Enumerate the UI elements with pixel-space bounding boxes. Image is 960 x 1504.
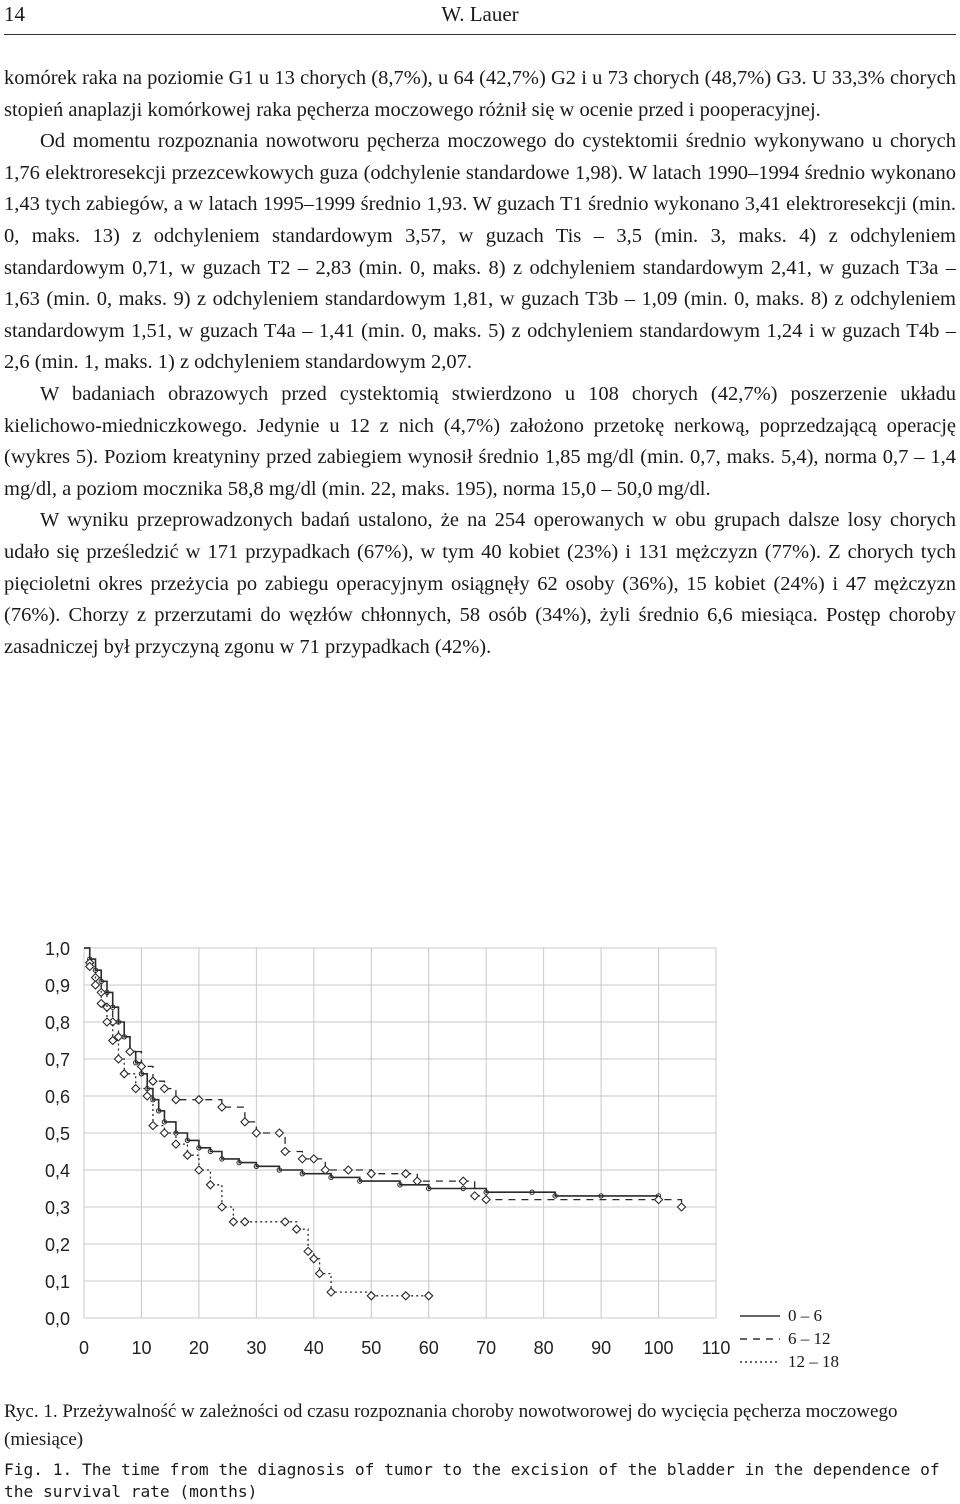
- series-point: [310, 1155, 318, 1163]
- series-point: [281, 1218, 289, 1226]
- x-tick-label: 60: [418, 1338, 439, 1358]
- series-point: [482, 1196, 490, 1204]
- series-point: [275, 1129, 283, 1137]
- series-point: [304, 1247, 312, 1255]
- series-point: [195, 1166, 203, 1174]
- paragraph: W badaniach obrazowych przed cystektomią stwierdzono u 108 chorych (42,7%) poszerzenie układu kielichowo-miedniczkowego. Jedynie u 12 z nich (4,7%) założono przetokę nerkową, poprzedzającą operację (wykres 5). Poziom kreatyniny przed zabiegiem wynosił średnio 1,85 mg/dl (min. 0,7, maks. 5,4), norma 0,7 – 1,4 mg/dl, a poziom mocznika 58,8 mg/dl (min. 22, maks. 195), norma 15,0 – 50,0 mg/dl.: [4, 382, 956, 500]
- series-point: [132, 1085, 140, 1093]
- series-point: [413, 1177, 421, 1185]
- y-tick-label: 0,9: [44, 976, 70, 996]
- page-header: [0, 2, 960, 28]
- series-point: [293, 1225, 301, 1233]
- series-point: [218, 1103, 226, 1111]
- series-point: [172, 1140, 180, 1148]
- series-point: [126, 1048, 134, 1056]
- paragraph: Od momentu rozpoznania nowotworu pęcherza moczowego do cystektomii średnio wykonywano u chorych 1,76 elektroresekcji przezcewkowych guza (odchylenie standardowe 1,98). W latach 1990–1994 średnio wykonano 1,43 tych zabiegów, a w latach 1995–1999 średnio 1,93. W guzach T1 średnio wykonano 3,41 elektroresekcji (min. 0, maks. 13) z odchyleniem standardowym 3,57, w guzach Tis – 3,5 (min. 3, maks. 4) z odchyleniem standardowym 0,71, w guzach T2 – 2,83 (min. 0, maks. 8) z odchyleniem standardowym 2,41, w guzach T3a – 1,63 (min. 0, maks. 9) z odchyleniem standardowym 1,81, w guzach T3b – 1,09 (min. 0, maks. 8) z odchyleniem standardowym 1,51, w guzach T4a – 1,41 (min. 0, maks. 5) z odchyleniem standardowym 1,24 i w guzach T4b – 2,6 (min. 1, maks. 1) z odchyleniem standardowym 2,07.: [4, 130, 956, 374]
- legend-swatch-dotted: [740, 1357, 780, 1367]
- series-point: [172, 1096, 180, 1104]
- series-line-2: [84, 948, 682, 1207]
- series-point: [218, 1203, 226, 1211]
- y-tick-label: 0,4: [44, 1161, 70, 1181]
- series-point: [327, 1288, 335, 1296]
- y-tick-label: 0,6: [44, 1087, 70, 1107]
- x-tick-labels: [79, 1338, 730, 1358]
- x-tick-label: 80: [533, 1338, 554, 1358]
- series-point: [206, 1181, 214, 1189]
- paragraph: W wyniku przeprowadzonych badań ustalono, że na 254 operowanych w obu grupach dalsze losy chorych udało się prześledzić w 171 przypadkach (67%), w tym 40 kobiet (23%) i 131 mężczyzn (77%). Z chorych tych pięcioletni okres przeżycia po zabiegu operacyjnym osiągnęły 62 osoby (36%), 15 kobiet (24%) i 47 mężczyzn (76%). Chorzy z przerzutami do węzłów chłonnych, 58 osób (34%), żyli średnio 6,6 miesiąca. Postęp choroby zasadniczej był przyczyną zgonu w 71 przypadkach (42%).: [4, 509, 956, 658]
- series-point: [402, 1292, 410, 1300]
- series-point: [655, 1196, 663, 1204]
- series-point: [252, 1129, 260, 1137]
- series-point: [344, 1166, 352, 1174]
- series-point: [143, 1092, 151, 1100]
- series-point: [321, 1166, 329, 1174]
- y-tick-label: 0,2: [44, 1235, 70, 1255]
- series-point: [471, 1192, 479, 1200]
- figure-caption-en: Fig. 1. The time from the diagnosis of tumor to the excision of the bladder in the dependence of the survival rate (months): [4, 1460, 940, 1501]
- running-head: W. Lauer: [441, 2, 519, 26]
- series-point: [91, 981, 99, 989]
- legend-item: [740, 1350, 880, 1373]
- series-point: [229, 1218, 237, 1226]
- y-tick-labels: [45, 939, 70, 1329]
- legend-item: [740, 1327, 880, 1350]
- x-tick-label: 100: [643, 1338, 674, 1358]
- x-tick-label: 40: [303, 1338, 324, 1358]
- series-point: [241, 1118, 249, 1126]
- x-tick-label: 0: [78, 1338, 90, 1358]
- x-tick-label: 50: [361, 1338, 382, 1358]
- series-point: [367, 1292, 375, 1300]
- series-point: [425, 1292, 433, 1300]
- y-tick-label: 0,0: [44, 1309, 70, 1329]
- series-point: [195, 1096, 203, 1104]
- y-tick-label: 0,8: [44, 1013, 70, 1033]
- paragraph: komórek raka na poziomie G1 u 13 chorych (8,7%), u 64 (42,7%) G2 i u 73 chorych (48,7%) G3. U 33,3% chorych stopień anaplazji komórkowej raka pęcherza moczowego różnił się w ocenie przed i pooperacyjnej.: [4, 67, 956, 121]
- y-tick-label: 1,0: [44, 939, 70, 959]
- y-tick-label: 0,5: [44, 1124, 70, 1144]
- series-point: [114, 1055, 122, 1063]
- legend-label: 6 – 12: [788, 1328, 831, 1348]
- series-point: [316, 1270, 324, 1278]
- series-point: [678, 1203, 686, 1211]
- series-point: [160, 1129, 168, 1137]
- legend-swatch-solid: [740, 1311, 780, 1321]
- header-rule: [4, 34, 956, 35]
- legend-swatch-dashed: [740, 1334, 780, 1344]
- series-point: [367, 1170, 375, 1178]
- series-point: [241, 1218, 249, 1226]
- legend-label: 12 – 18: [788, 1351, 839, 1371]
- x-tick-label: 90: [591, 1338, 612, 1358]
- figure-caption-pl: Ryc. 1. Przeżywalność w zależności od czasu rozpoznania choroby nowotworowej do wycięcia pęcherza moczowego (miesiące): [4, 1401, 898, 1450]
- page-number: 14: [4, 2, 25, 26]
- y-tick-label: 0,1: [44, 1272, 70, 1292]
- x-tick-label: 110: [701, 1338, 731, 1358]
- series-point: [137, 1062, 145, 1070]
- x-tick-label: 20: [188, 1338, 209, 1358]
- series-point: [120, 1070, 128, 1078]
- legend-label: 0 – 6: [788, 1305, 822, 1325]
- series-point: [160, 1085, 168, 1093]
- y-tick-label: 0,7: [44, 1050, 70, 1070]
- series-point: [149, 1122, 157, 1130]
- body-text: [4, 63, 956, 663]
- series-point: [183, 1151, 191, 1159]
- series-point: [281, 1148, 289, 1156]
- series-point: [298, 1155, 306, 1163]
- series-point: [402, 1170, 410, 1178]
- series-point: [310, 1255, 318, 1263]
- y-tick-label: 0,3: [44, 1198, 70, 1218]
- x-tick-label: 70: [476, 1338, 497, 1358]
- chart-legend: [740, 1304, 880, 1373]
- x-tick-label: 30: [246, 1338, 267, 1358]
- series-point: [103, 1018, 111, 1026]
- legend-item: [740, 1304, 880, 1327]
- series-point: [459, 1177, 467, 1185]
- chart-series: [84, 948, 686, 1300]
- x-tick-label: 10: [131, 1338, 152, 1358]
- series-point: [149, 1077, 157, 1085]
